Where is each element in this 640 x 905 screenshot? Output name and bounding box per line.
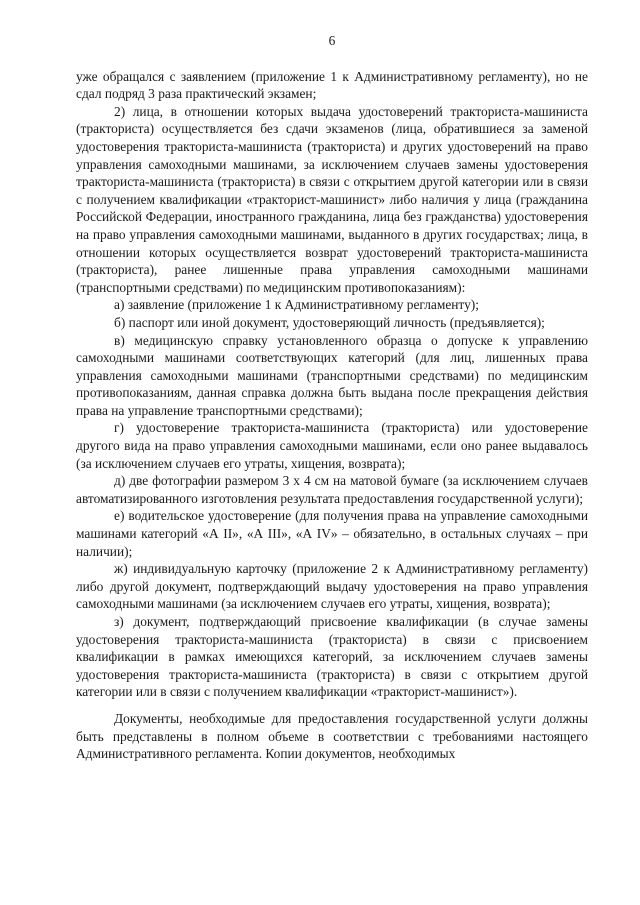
paragraph-item-v: в) медицинскую справку установленного образца о допуске к управлению самоходными машинами соответствующих категорий (для лиц, лишенных права управления самоходными машинами (транспортными средствами) по медицинским противопоказаниям, данная справка должна быть выдана после прекращения действия права на управление транспортными средствами); xyxy=(76,332,588,418)
paragraph-item-a: а) заявление (приложение 1 к Административному регламенту); xyxy=(114,297,479,313)
paragraph-item-d: д) две фотографии размером 3 х 4 см на матовой бумаге (за исключением случаев автоматизированного изготовления результата предоставления государственной услуги); xyxy=(76,473,588,506)
paragraph-item-g: г) удостоверение тракториста-машиниста (тракториста) или удостоверение другого вида на право управления самоходными машинами, если оно ранее выдавалось (за исключением случаев его утраты, хищения, возврата); xyxy=(76,420,588,471)
paragraph-continuation: уже обращался с заявлением (приложение 1 к Административному регламенту), но не сдал подряд 3 раза практический экзамен; xyxy=(76,68,588,102)
paragraph-item-e: е) водительское удостоверение (для получения права на управление самоходными машинами категорий «А II», «А III», «А IV» – обязательно, в остальных случаях – при наличии); xyxy=(76,508,588,559)
page-number: 6 xyxy=(328,33,336,48)
paragraph-item-z: з) документ, подтверждающий присвоение квалификации (в случае замены удостоверения тракториста-машиниста (тракториста) в связи с присвоением квалификации в рамках имеющихся категорий, за исключением случаев замены удостоверения тракториста-машиниста (тракториста) в связи с открытием другой категории или в связи с получением квалификации «тракторист-машинист»). xyxy=(76,614,588,700)
paragraph-item-2: 2) лица, в отношении которых выдача удостоверений тракториста-машиниста (тракториста) осуществляется без сдачи экзаменов (лица, обратившиеся за заменой удостоверения тракториста-машиниста (тракториста) и других удостоверений на право управления самоходными машинами, за исключением случаев замены удостоверения тракториста-машиниста (тракториста) в связи с открытием другой категории или в связи с получением квалификации «тракторист-машинист» либо наличия у лица (гражданина Российской Федерации, иностранного гражданина, лица без гражданства) удостоверения на право управления самоходными машинами, выданного в других государствах; лица, в отношении которых осуществляется возврат удостоверений тракториста-машиниста (тракториста), ранее лишенные права управления самоходными машинами (транспортными средствами) по медицинским противопоказаниям): xyxy=(76,103,588,295)
paragraph-documents-requirements: Документы, необходимые для предоставления государственной услуги должны быть представлены в полном объеме в соответствии с требованиями настоящего Административного регламента. Копии документов, необходимых xyxy=(76,710,588,762)
paragraph-item-zh: ж) индивидуальную карточку (приложение 2 к Административному регламенту) либо другой документ, подтверждающий выдачу удостоверения на право управления самоходными машинами (за исключением случаев его утраты, хищения, возврата); xyxy=(76,561,588,612)
paragraph-item-b: б) паспорт или иной документ, удостоверяющий личность (предъявляется); xyxy=(114,314,545,330)
document-page xyxy=(76,32,588,892)
